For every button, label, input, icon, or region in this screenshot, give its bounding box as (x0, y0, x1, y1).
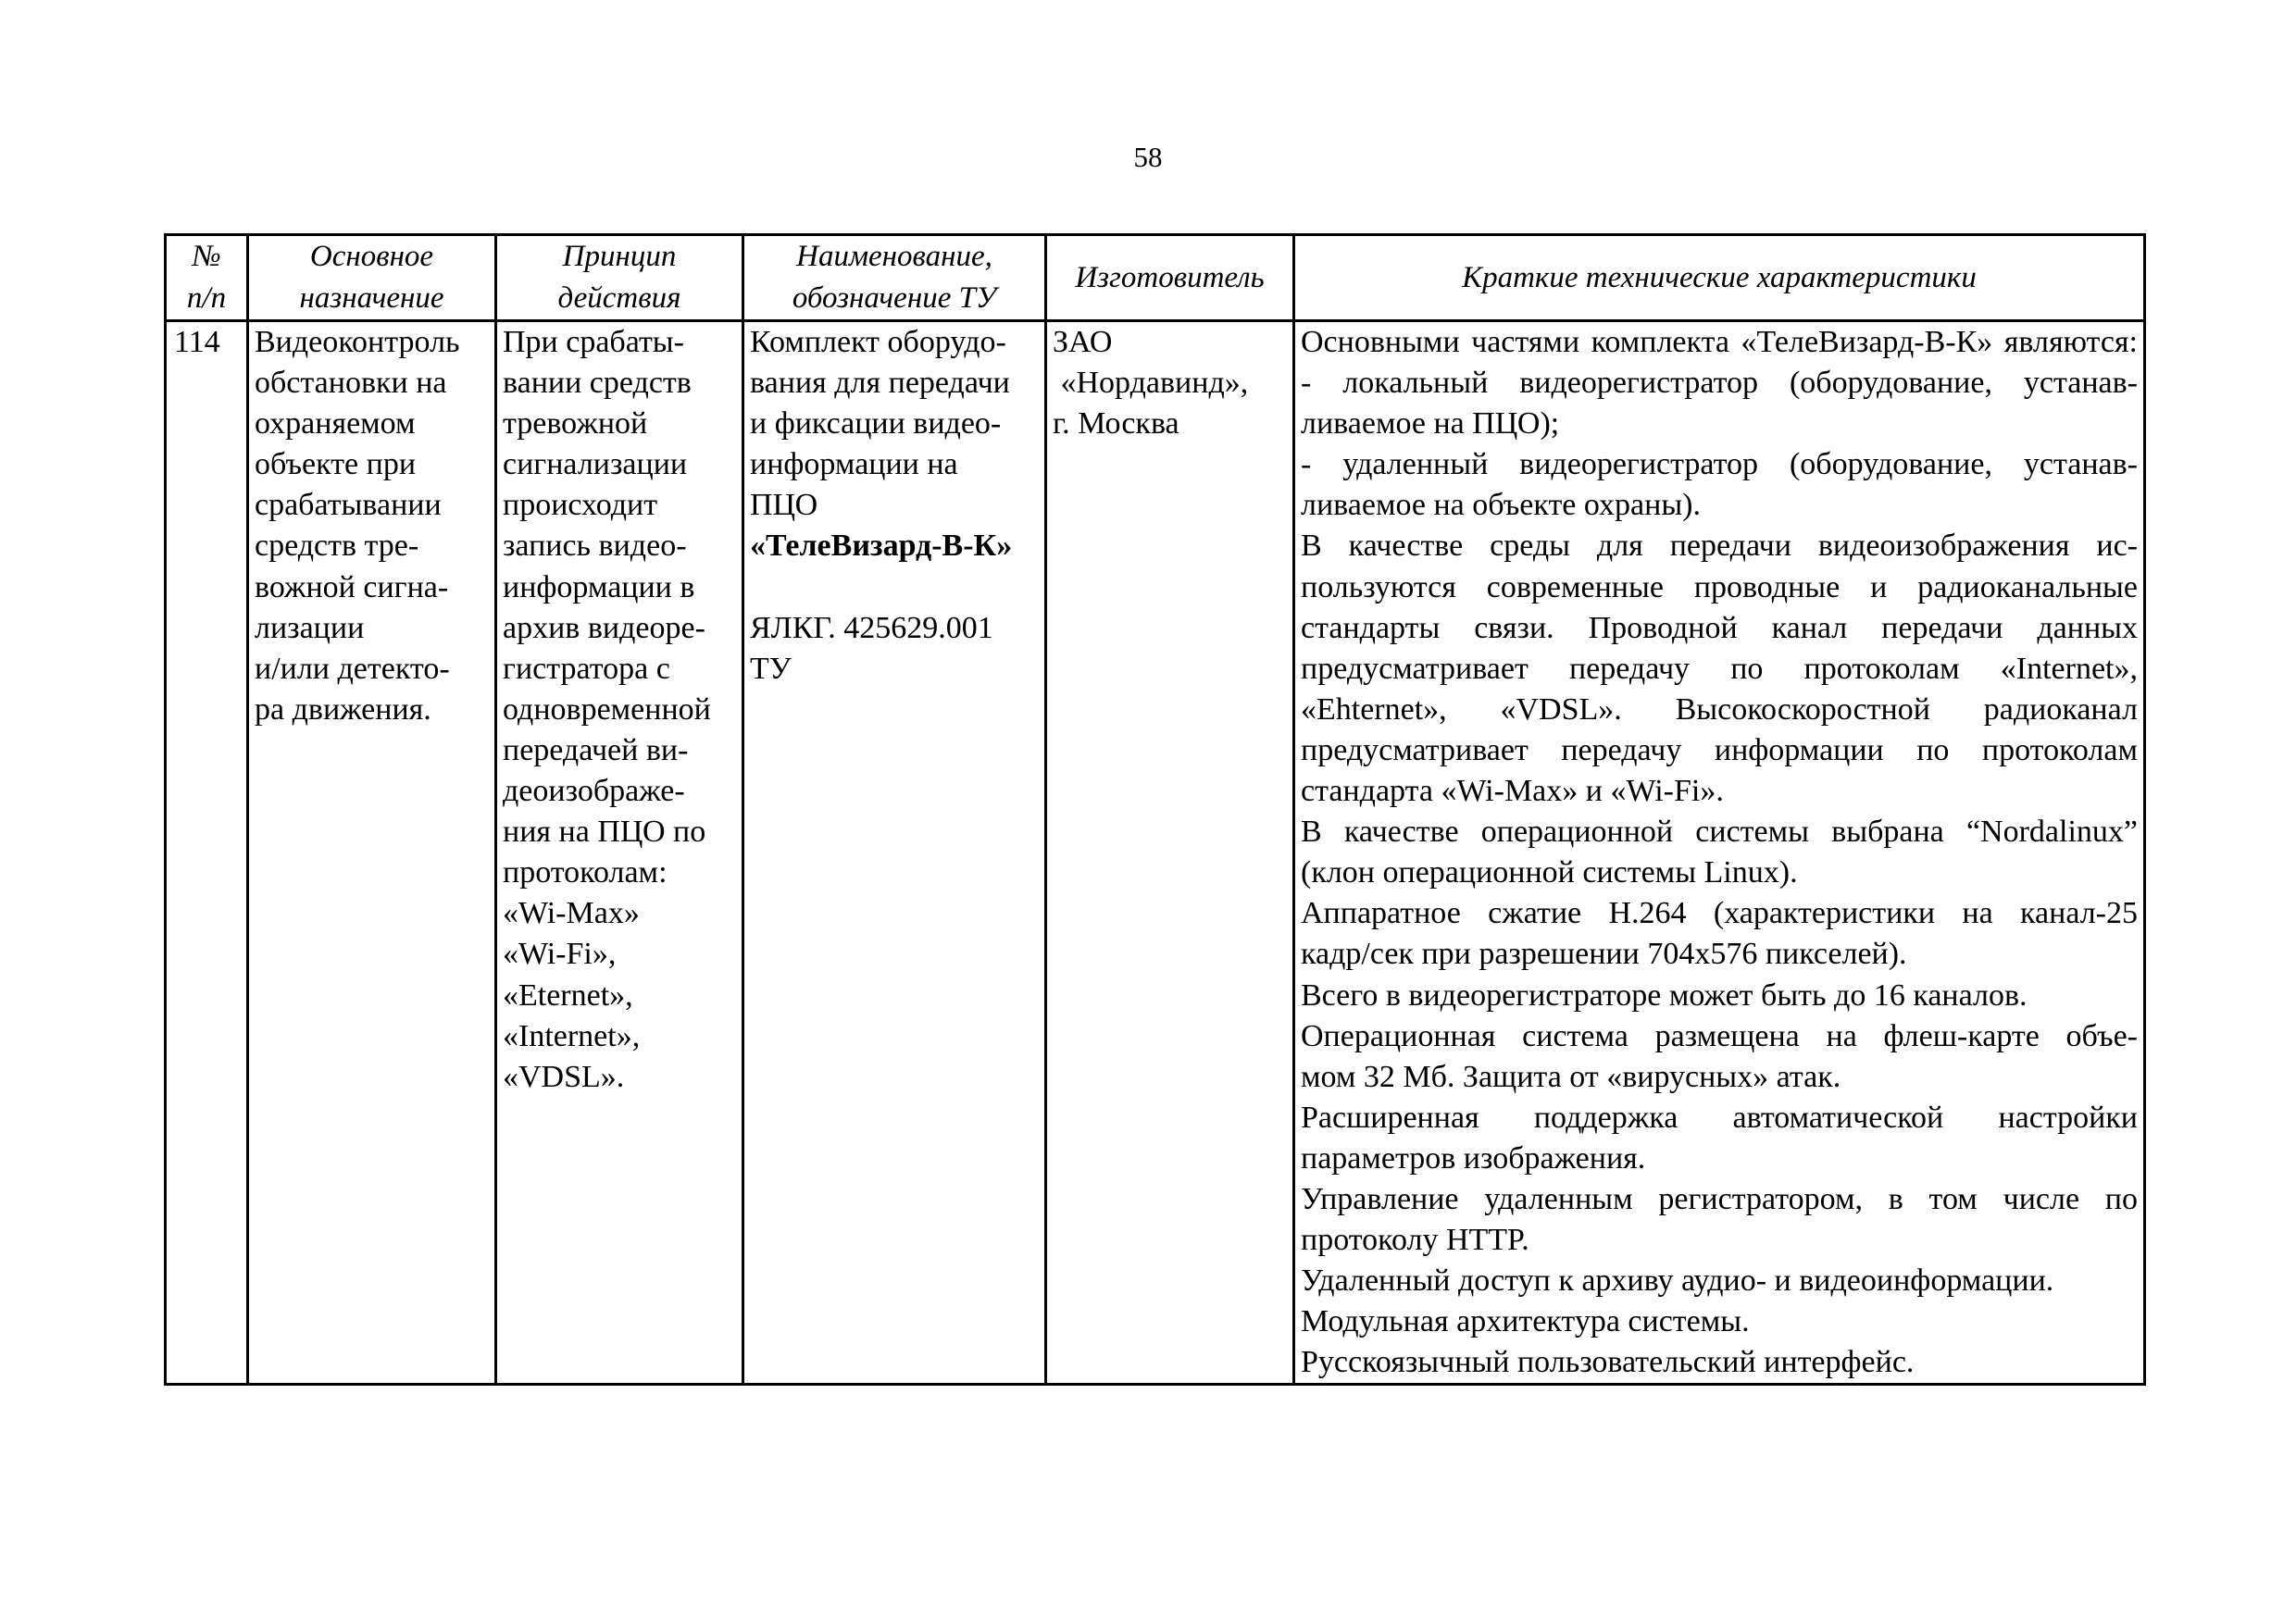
table-row (166, 321, 2145, 1385)
header-specs: Краткие технические характеристики (1294, 235, 2145, 321)
page-number: 58 (1133, 141, 1163, 173)
cell-principle: При срабаты- вании средств тревожной сигнализации происходит запись видео- информации в архив видеоре- гистратора с одновременной передачей ви- деоизображе- ния на ПЦО по протоколам: «Wi-Max» «Wi-Fi», «Eternet», «Internet», «VDSL». (496, 321, 743, 1385)
cell-specs: Основными частями комплекта «ТелеВизард-В-К» являются: - локальный видеорегистратор (оборудование, устанав- ливаемое на ПЦО); - удаленный видеорегистратор (оборудование, устанав- ливаемое на объекте охраны). В качестве среды для передачи видеоизображения ис- пользуются современные проводные и радиоканальные стандарты связи. Проводной канал передачи данных предусматривает передачу по протоколам «Internet», «Ehternet», «VDSL». Высокоскоростной радиоканал предусматривает передачу информации по протоколам стандарта «Wi-Max» и «Wi-Fi». В качестве операционной системы выбрана “Nordalinux” (клон операционной системы Linux). Аппаратное сжатие H.264 (характеристики на канал-25 кадр/сек при разрешении 704х576 пикселей). Всего в видеорегистраторе может быть до 16 каналов. Операционная система размещена на флеш-карте объе- мом 32 Мб. Защита от «вирусных» атак. Расширенная поддержка автоматической настройки параметров изображения. Управление удаленным регистратором, в том числе по протоколу HTTP. Удаленный доступ к архиву аудио- и видеоинформации. Модульная архитектура системы. Русскоязычный пользовательский интерфейс. (1294, 321, 2145, 1385)
cell-purpose: Видеоконтроль обстановки на охраняемом объекте при срабатывании средств тре- вожной сигна- лизации и/или детекто- ра движения. (248, 321, 496, 1385)
cell-maker: ЗАО «Нордавинд», г. Москва (1046, 321, 1294, 1385)
header-principle: Принцип действия (496, 235, 743, 321)
equipment-table (164, 233, 2146, 1386)
table-header-row (166, 235, 2145, 321)
header-purpose: Основное назначение (248, 235, 496, 321)
cell-number: 114 (166, 321, 248, 1385)
header-name: Наименование, обозначение ТУ (743, 235, 1046, 321)
tu-code: ЯЛКГ. 425629.001 (750, 610, 993, 645)
header-maker: Изготовитель (1046, 235, 1294, 321)
cell-name: Комплект оборудо- вания для передачи и фиксации видео- информации на ПЦО «ТелеВизард-В-К» ЯЛКГ. 425629.001 ТУ (743, 321, 1046, 1385)
header-number: № п/п (166, 235, 248, 321)
product-name: «ТелеВизард-В-К» (750, 529, 1013, 564)
